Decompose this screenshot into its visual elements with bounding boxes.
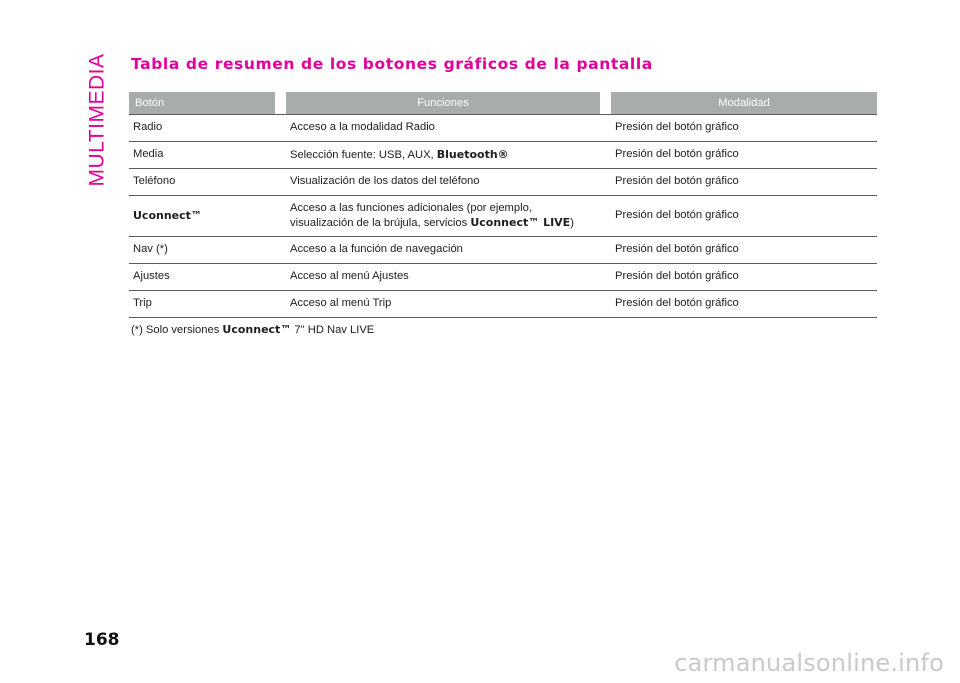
cell-button: Radio bbox=[129, 114, 286, 142]
cell-mode: Presión del botón gráfico bbox=[611, 169, 877, 196]
cell-button: Ajustes bbox=[129, 264, 286, 291]
section-side-label bbox=[84, 55, 110, 185]
cell-mode: Presión del botón gráfico bbox=[611, 142, 877, 169]
section-side-label-text: MULTIMEDIA bbox=[85, 53, 109, 187]
cell-function bbox=[286, 291, 611, 318]
cell-function-line1: Acceso a las funciones adicionales (por ejemplo, bbox=[290, 202, 532, 215]
cell-function-line2: visualización de la brújula, servicios bbox=[290, 216, 471, 229]
cell-function-bold: Bluetooth® bbox=[436, 147, 509, 161]
footnote-bold: Uconnect™ bbox=[222, 323, 292, 336]
cell-function-text: Visualización de los datos del teléfono bbox=[290, 175, 480, 188]
footnote-text: (*) Solo versiones bbox=[131, 324, 223, 336]
table-row bbox=[129, 237, 877, 264]
cell-function-text: Selección fuente: USB, AUX, bbox=[290, 148, 437, 161]
cell-function bbox=[286, 264, 611, 291]
table-row bbox=[129, 264, 877, 291]
table-row bbox=[129, 291, 877, 318]
cell-mode: Presión del botón gráfico bbox=[611, 196, 877, 237]
cell-button-bold: Uconnect™ bbox=[133, 208, 202, 222]
cell-function-bold: Uconnect™ LIVE bbox=[470, 215, 571, 229]
cell-button bbox=[129, 196, 286, 237]
table-row bbox=[129, 142, 877, 169]
cell-function: Acceso a la modalidad Radio bbox=[286, 114, 611, 142]
cell-function-text: Acceso a la función de navegación bbox=[290, 243, 463, 256]
cell-button: Trip bbox=[129, 291, 286, 318]
cell-mode: Presión del botón gráfico bbox=[611, 264, 877, 291]
table-header-row bbox=[129, 92, 877, 114]
cell-mode: Presión del botón gráfico bbox=[611, 237, 877, 264]
cell-function-text: Acceso al menú Ajustes bbox=[290, 270, 409, 283]
cell-function-text: Acceso al menú Trip bbox=[290, 297, 392, 310]
column-header-mode: Modalidad bbox=[611, 92, 877, 114]
page-title: Tabla de resumen de los botones gráficos de la pantalla bbox=[131, 55, 653, 73]
column-header-functions: Funciones bbox=[286, 92, 611, 114]
table-row bbox=[129, 169, 877, 196]
cell-button: Nav (*) bbox=[129, 237, 286, 264]
cell-button: Media bbox=[129, 142, 286, 169]
summary-table bbox=[129, 92, 877, 318]
cell-function bbox=[286, 196, 611, 237]
column-header-button: Botón bbox=[129, 92, 286, 114]
cell-mode: Presión del botón gráfico bbox=[611, 114, 877, 142]
table-row bbox=[129, 114, 877, 142]
cell-function-line2-end: ) bbox=[570, 216, 574, 229]
footnote-text-end: 7" HD Nav LIVE bbox=[291, 324, 375, 336]
page-number: 168 bbox=[84, 630, 120, 650]
cell-function bbox=[286, 169, 611, 196]
watermark: carmanualsonline.info bbox=[674, 649, 944, 677]
cell-button: Teléfono bbox=[129, 169, 286, 196]
footnote bbox=[131, 323, 374, 336]
cell-function bbox=[286, 142, 611, 169]
table-row bbox=[129, 196, 877, 237]
cell-function bbox=[286, 237, 611, 264]
cell-mode: Presión del botón gráfico bbox=[611, 291, 877, 318]
